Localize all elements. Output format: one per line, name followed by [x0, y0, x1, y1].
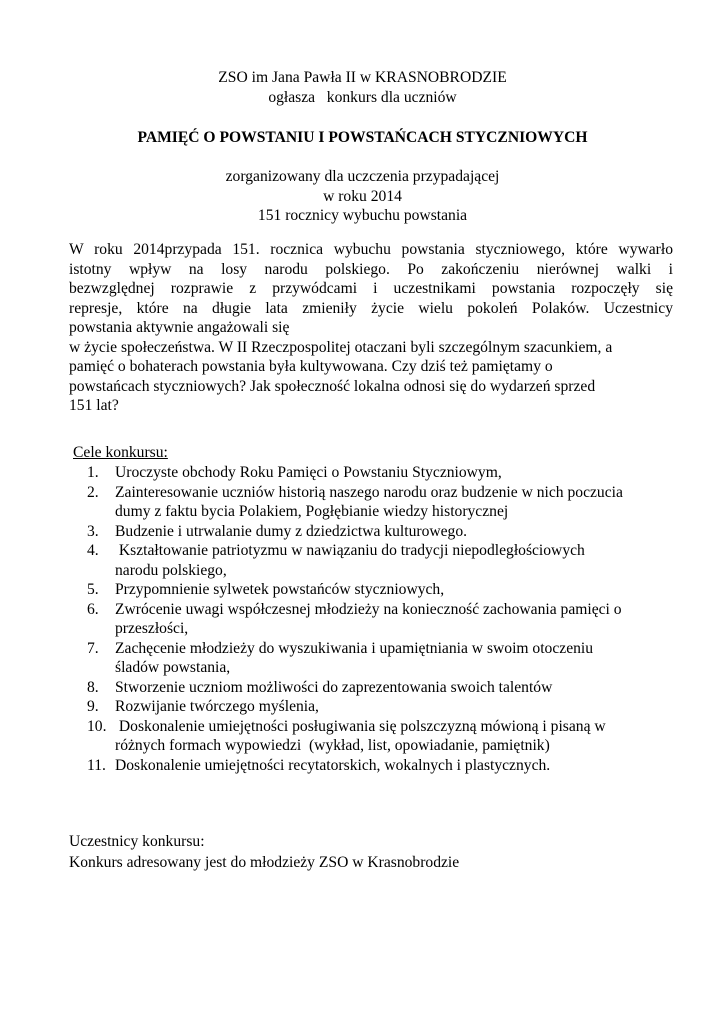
goal-item [73, 580, 673, 600]
goal-text: różnych formach wypowiedzi (wykład, list, opowiadanie, pamiętnik) [115, 737, 550, 754]
goal-item [73, 678, 673, 698]
goals-list [73, 463, 673, 775]
intro-line: w życie społeczeństwa. W II Rzeczpospolitej otaczani byli szczególnym szacunkiem, a [69, 338, 613, 356]
goals-heading: Cele konkursu: [73, 444, 168, 461]
goal-item [73, 600, 673, 639]
goal-text: Przypomnienie sylwetek powstańców styczniowych, [115, 581, 445, 598]
goal-text: Rozwijanie twórczego myślenia, [115, 698, 319, 715]
goal-number: 7. [87, 639, 99, 657]
goal-number: 5. [87, 581, 99, 598]
goal-text: śladów powstania, [115, 659, 231, 676]
goal-item [73, 483, 673, 522]
subtitle-line-3: 151 rocznicy wybuchu powstania [257, 207, 468, 224]
intro-line: W roku 2014przypada 151. rocznica wybuchu powstania styczniowego, które wywarło [69, 241, 673, 258]
goal-text: Stworzenie uczniom możliwości do zaprezentowania swoich talentów [115, 678, 553, 696]
goal-number: 8. [87, 678, 99, 696]
goal-number: 1. [87, 464, 99, 481]
goal-item [73, 541, 673, 580]
goal-number: 10. [87, 717, 107, 735]
goal-item [73, 756, 673, 776]
document-title: PAMIĘĆ O POWSTANIU I POWSTAŃCACH STYCZNIOWYCH [137, 129, 588, 146]
intro-line: powstania aktywnie angażowali się [69, 319, 290, 336]
intro-paragraph [69, 240, 673, 416]
announcement-line: ogłasza konkurs dla uczniów [268, 89, 457, 106]
participants-heading: Uczestnicy konkursu: [69, 833, 205, 850]
subtitle-line-1: zorganizowany dla uczczenia przypadającej [225, 168, 500, 185]
intro-line: represje, które na długie lata zmieniły życie wielu pokoleń Polaków. Uczestnicy [69, 299, 673, 317]
goal-text: Doskonalenie umiejętności recytatorskich, wokalnych i plastycznych. [115, 756, 551, 774]
goal-number: 3. [87, 522, 99, 540]
goal-text: Kształtowanie patriotyzmu w nawiązaniu do tradycji niepodległościowych [115, 542, 585, 559]
goal-item [73, 697, 673, 717]
intro-line: 151 lat? [69, 397, 119, 414]
goal-text: Zachęcenie młodzieży do wyszukiwania i upamiętniania w swoim otoczeniu [115, 639, 594, 657]
goal-text: Uroczyste obchody Roku Pamięci o Powstaniu Styczniowym, [115, 464, 502, 481]
goal-item [73, 639, 673, 678]
goal-text: Zainteresowanie uczniów historią naszego narodu oraz budzenie w nich poczucia [115, 483, 623, 501]
goal-text: Budzenie i utrwalanie dumy z dziedzictwa kulturowego. [115, 522, 468, 540]
subtitle-line-2: w roku 2014 [323, 188, 402, 205]
intro-line: powstańcach styczniowych? Jak społeczność lokalna odnosi się do wydarzeń sprzed [69, 377, 596, 395]
goal-item [73, 717, 673, 756]
goal-text: Zwrócenie uwagi współczesnej młodzieży na konieczność zachowania pamięci o [115, 600, 622, 618]
goal-text: przeszłości, [115, 620, 189, 637]
school-name: ZSO im Jana Pawła II w KRASNOBRODZIE [218, 69, 507, 86]
goal-item [73, 463, 673, 483]
goal-item [73, 522, 673, 542]
goal-text: dumy z faktu bycia Polakiem, Pogłębianie wiedzy historycznej [115, 503, 509, 520]
goal-number: 11. [87, 756, 106, 774]
intro-line: istotny wpływ na losy narodu polskiego. Po zakończeniu nierównej walki i [69, 260, 673, 278]
goal-text: narodu polskiego, [115, 561, 227, 579]
goal-number: 6. [87, 600, 99, 618]
goal-number: 9. [87, 698, 99, 715]
intro-line: bezwzględnej rozprawie z przywódcami i uczestnikami powstania rozpoczęły się [69, 280, 673, 297]
participants-text: Konkurs adresowany jest do młodzieży ZSO w Krasnobrodzie [69, 854, 460, 871]
goal-number: 2. [87, 483, 99, 501]
intro-line: pamięć o bohaterach powstania była kultywowana. Czy dziś też pamiętamy o [69, 358, 553, 375]
goal-number: 4. [87, 542, 99, 559]
goal-text: Doskonalenie umiejętności posługiwania się polszczyzną mówioną i pisaną w [115, 717, 606, 735]
